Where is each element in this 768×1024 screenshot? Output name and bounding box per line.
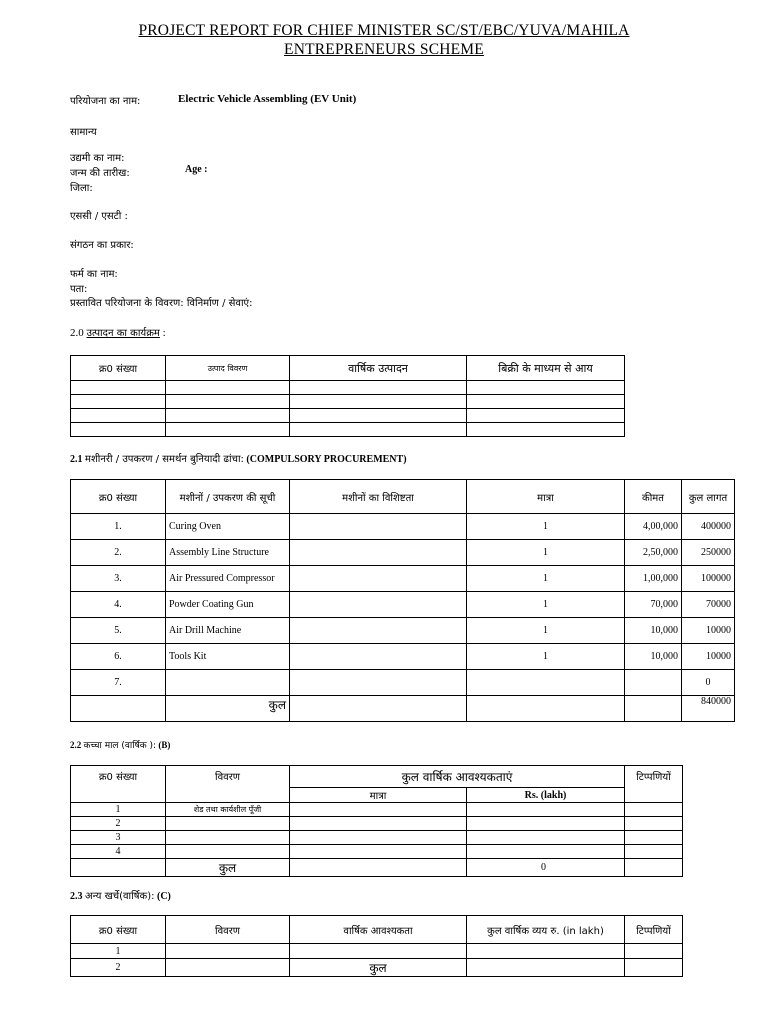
row-sno: 2 bbox=[71, 817, 166, 831]
category-label: एससी / एसटी : bbox=[70, 211, 128, 222]
row-total: 250000 bbox=[682, 540, 735, 566]
col-header-quantity: मात्रा bbox=[290, 788, 467, 803]
col-header-rs-lakh: Rs. (lakh) bbox=[467, 788, 625, 803]
col-header-annual-expense: कुल वार्षिक व्यय रु. (in lakh) bbox=[467, 916, 625, 944]
row-item: Curing Oven bbox=[166, 514, 290, 540]
row-sno: 5. bbox=[71, 618, 166, 644]
row-sno: 3 bbox=[71, 831, 166, 845]
row-sno: 2. bbox=[71, 540, 166, 566]
table-row bbox=[71, 395, 625, 409]
total-row bbox=[71, 696, 735, 722]
row-total: 100000 bbox=[682, 566, 735, 592]
section-2-0-num: 2.0 bbox=[70, 327, 84, 339]
proposed-label: प्रस्तावित परियोजना के विवरण: विनिर्माण / सेवाएं: bbox=[70, 298, 253, 309]
doc-title-line1: PROJECT REPORT FOR CHIEF MINISTER SC/ST/EBC/YUVA/MAHILA bbox=[138, 22, 630, 39]
row-sno: 1. bbox=[71, 514, 166, 540]
raw-material-table bbox=[70, 765, 683, 877]
table-row bbox=[71, 618, 735, 644]
total-label: कुल bbox=[166, 859, 290, 877]
entrepreneur-label: उद्यमी का नाम: bbox=[70, 153, 125, 164]
table-row bbox=[71, 566, 735, 592]
col-header-description: विवरण bbox=[166, 916, 290, 944]
row-price: 4,00,000 bbox=[625, 514, 682, 540]
row-sno: 1 bbox=[71, 944, 166, 959]
section-2-3-note: (C) bbox=[156, 891, 171, 902]
row-price: 10,000 bbox=[625, 644, 682, 670]
firm-label: फर्म का नाम: bbox=[70, 269, 118, 280]
section-2-0-suffix: : bbox=[162, 327, 166, 339]
table-row bbox=[71, 670, 735, 696]
row-total: 10000 bbox=[682, 644, 735, 670]
org-type-label: संगठन का प्रकार: bbox=[70, 240, 134, 251]
district-label: जिला: bbox=[70, 183, 93, 194]
row-desc bbox=[166, 845, 290, 859]
table-row bbox=[71, 845, 683, 859]
row-sno: 4. bbox=[71, 592, 166, 618]
section-2-0-heading bbox=[70, 325, 166, 339]
row-item: Air Pressured Compressor bbox=[166, 566, 290, 592]
section-2-1-heading bbox=[70, 451, 407, 465]
row-qty: 1 bbox=[467, 618, 625, 644]
row-qty: 1 bbox=[467, 566, 625, 592]
section-2-0-title: उत्पादन का कार्यक्रम bbox=[86, 328, 160, 339]
project-label: परियोजना का नाम: bbox=[70, 96, 141, 107]
general-label: सामान्य bbox=[70, 127, 97, 138]
col-header-remarks: टिप्पणियों bbox=[625, 766, 683, 803]
col-header-annual-requirement: कुल वार्षिक आवश्यकताएं bbox=[290, 766, 625, 788]
row-total: 0 bbox=[682, 670, 735, 696]
section-2-1-num: 2.1 bbox=[70, 454, 83, 465]
col-header-annual-requirement: वार्षिक आवश्यकता bbox=[290, 916, 467, 944]
table-row bbox=[71, 803, 683, 817]
section-2-3-heading bbox=[70, 888, 171, 902]
table-row bbox=[71, 514, 735, 540]
total-value: 840000 bbox=[682, 696, 735, 722]
total-label: कुल bbox=[290, 959, 467, 977]
table-row bbox=[71, 423, 625, 437]
row-item: Assembly Line Structure bbox=[166, 540, 290, 566]
row-total: 400000 bbox=[682, 514, 735, 540]
row-qty: 1 bbox=[467, 644, 625, 670]
col-header-annual-production: वार्षिक उत्पादन bbox=[290, 356, 467, 381]
table-row bbox=[71, 644, 735, 670]
other-expenses-table bbox=[70, 915, 683, 977]
dob-label: जन्म की तारीख: bbox=[70, 168, 130, 179]
row-item bbox=[166, 670, 290, 696]
row-desc bbox=[166, 831, 290, 845]
col-header-product: उत्पाद विवरण bbox=[166, 356, 290, 381]
row-sno: 7. bbox=[71, 670, 166, 696]
section-2-1-note: (COMPULSORY PROCUREMENT) bbox=[246, 454, 407, 465]
table-row bbox=[71, 409, 625, 423]
row-item: Tools Kit bbox=[166, 644, 290, 670]
production-table bbox=[70, 355, 625, 437]
table-row bbox=[71, 381, 625, 395]
col-header-sno: क्र0 संख्या bbox=[71, 356, 166, 381]
col-header-remarks: टिप्पणियों bbox=[625, 916, 683, 944]
table-row bbox=[71, 592, 735, 618]
col-header-specification: मशीनों का विशिष्टता bbox=[290, 480, 467, 514]
col-header-sno: क्र0 संख्या bbox=[71, 916, 166, 944]
section-2-1-title: मशीनरी / उपकरण / समर्थन बुनियादी ढांचा: bbox=[85, 454, 244, 465]
section-2-2-note: (B) bbox=[158, 740, 171, 750]
section-2-2-num: 2.2 bbox=[70, 740, 82, 750]
row-price bbox=[625, 670, 682, 696]
section-2-3-title: अन्य खर्चे(वार्षिक): bbox=[85, 891, 155, 902]
address-label: पता: bbox=[70, 284, 88, 295]
section-2-3-num: 2.3 bbox=[70, 891, 83, 902]
row-price: 2,50,000 bbox=[625, 540, 682, 566]
row-qty: 1 bbox=[467, 592, 625, 618]
section-2-2-heading bbox=[70, 738, 170, 751]
age-label: Age : bbox=[185, 164, 208, 175]
col-header-sno: क्र0 संख्या bbox=[71, 480, 166, 514]
col-header-quantity: मात्रा bbox=[467, 480, 625, 514]
row-sno: 6. bbox=[71, 644, 166, 670]
doc-title-line2: ENTREPRENEURS SCHEME bbox=[284, 41, 484, 58]
row-sno: 4 bbox=[71, 845, 166, 859]
machinery-table bbox=[70, 479, 735, 722]
row-sno: 2 bbox=[71, 959, 166, 977]
table-row bbox=[71, 831, 683, 845]
row-qty bbox=[467, 670, 625, 696]
row-total: 70000 bbox=[682, 592, 735, 618]
col-header-total-cost: कुल लागत bbox=[682, 480, 735, 514]
section-2-2-title: कच्चा माल (वार्षिक ): bbox=[83, 741, 157, 751]
table-row bbox=[71, 540, 735, 566]
row-sno: 3. bbox=[71, 566, 166, 592]
col-header-sales-income: बिक्री के माध्यम से आय bbox=[467, 356, 625, 381]
col-header-description: विवरण bbox=[166, 766, 290, 803]
row-qty: 1 bbox=[467, 540, 625, 566]
col-header-machine-list: मशीनों / उपकरण की सूची bbox=[166, 480, 290, 514]
row-desc bbox=[166, 817, 290, 831]
table-row bbox=[71, 944, 683, 959]
row-price: 1,00,000 bbox=[625, 566, 682, 592]
row-qty: 1 bbox=[467, 514, 625, 540]
row-item: Powder Coating Gun bbox=[166, 592, 290, 618]
table-row bbox=[71, 817, 683, 831]
row-item: Air Drill Machine bbox=[166, 618, 290, 644]
col-header-sno: क्र0 संख्या bbox=[71, 766, 166, 803]
total-value: 0 bbox=[467, 859, 625, 877]
row-total: 10000 bbox=[682, 618, 735, 644]
row-price: 10,000 bbox=[625, 618, 682, 644]
row-price: 70,000 bbox=[625, 592, 682, 618]
table-row bbox=[71, 959, 683, 977]
row-sno: 1 bbox=[71, 803, 166, 817]
total-label: कुल bbox=[166, 696, 290, 722]
project-value: Electric Vehicle Assembling (EV Unit) bbox=[178, 93, 357, 105]
total-row bbox=[71, 859, 683, 877]
col-header-price: कीमत bbox=[625, 480, 682, 514]
row-desc: शेड तथा कार्यशील पूँजी bbox=[166, 803, 290, 817]
